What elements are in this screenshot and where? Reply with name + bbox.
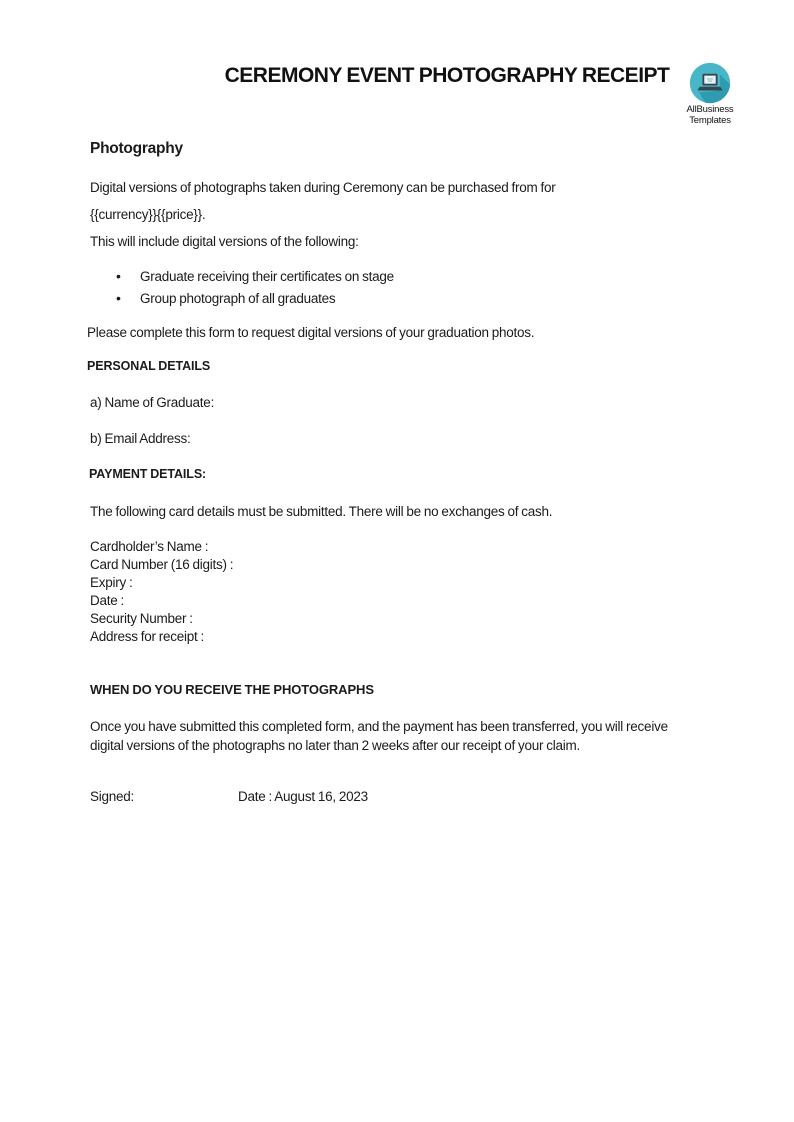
field-label-security-number: Security Number : bbox=[90, 611, 193, 626]
laptop-icon bbox=[689, 62, 731, 104]
include-paragraph: This will include digital versions of the following: bbox=[90, 234, 359, 249]
price-placeholder-paragraph: {{currency}}{{price}}. bbox=[90, 207, 206, 222]
photography-heading: Photography bbox=[90, 140, 183, 157]
field-label-card-number: Card Number (16 digits) : bbox=[90, 557, 234, 572]
field-label-name-of-graduate: a) Name of Graduate: bbox=[90, 395, 215, 410]
field-label-cardholder-name: Cardholder’s Name : bbox=[90, 539, 209, 554]
receive-photographs-heading: WHEN DO YOU RECEIVE THE PHOTOGRAPHS bbox=[90, 682, 374, 697]
signed-label: Signed: bbox=[90, 789, 135, 804]
brand-logo bbox=[680, 62, 740, 126]
receive-paragraph: Once you have submitted this completed form, and the payment has been transferred, you will receive digital versions of the photographs no later than 2 weeks after our receipt of your claim. bbox=[90, 719, 668, 753]
payment-intro-paragraph: The following card details must be submitted. There will be no exchanges of cash. bbox=[90, 504, 553, 519]
field-label-email-address: b) Email Address: bbox=[90, 431, 191, 446]
field-label-address-for-receipt: Address for receipt : bbox=[90, 629, 205, 644]
card-details-block bbox=[90, 538, 490, 646]
personal-details-heading: PERSONAL DETAILS bbox=[87, 359, 211, 373]
request-paragraph: Please complete this form to request digital versions of your graduation photos. bbox=[87, 325, 535, 340]
list-item: • Graduate receiving their certificates on stage bbox=[90, 266, 690, 288]
field-label-date: Date : bbox=[90, 593, 125, 608]
brand-name-bottom: Templates bbox=[689, 114, 731, 126]
payment-details-heading: PAYMENT DETAILS: bbox=[89, 467, 207, 481]
brand-name-top: AllBusiness bbox=[686, 104, 734, 115]
date-value: Date : August 16, 2023 bbox=[238, 789, 368, 804]
list-item: • Group photograph of all graduates bbox=[90, 288, 690, 310]
page-title: CEREMONY EVENT PHOTOGRAPHY RECEIPT bbox=[224, 64, 670, 87]
field-label-expiry: Expiry : bbox=[90, 575, 133, 590]
intro-paragraph: Digital versions of photographs taken during Ceremony can be purchased from for bbox=[90, 180, 556, 195]
signature-row bbox=[90, 789, 590, 804]
included-items-list bbox=[90, 266, 690, 309]
